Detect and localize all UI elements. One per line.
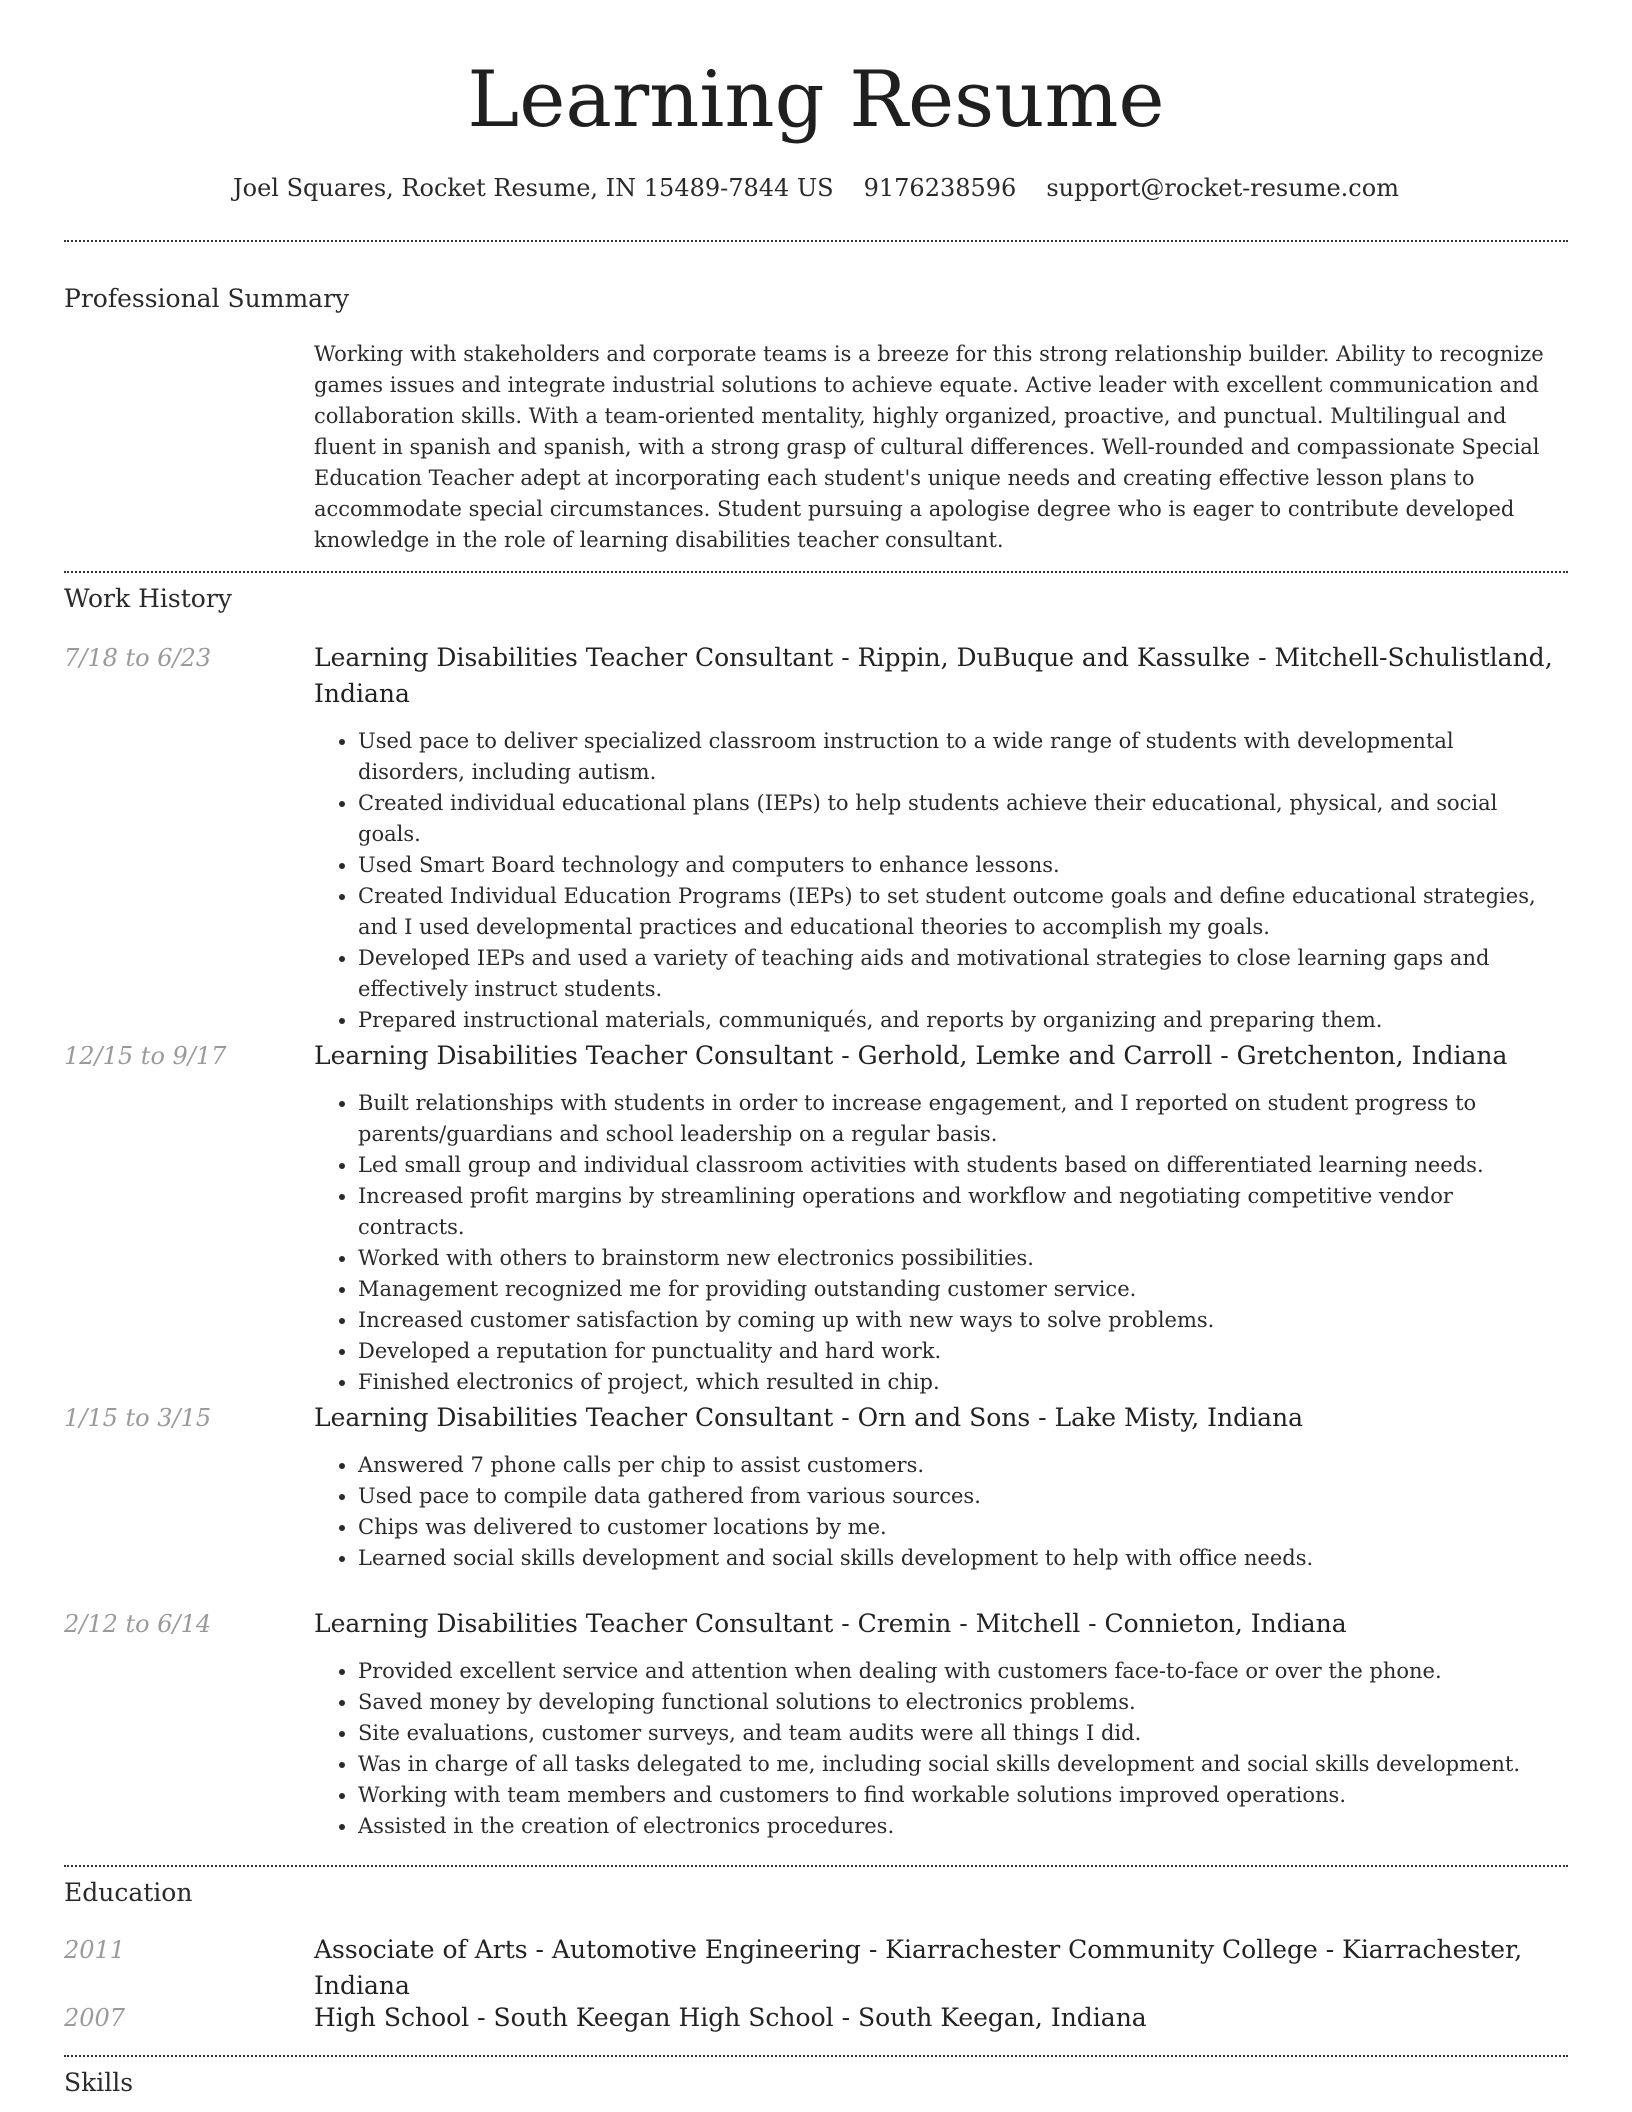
section-heading-summary: Professional Summary [64, 284, 350, 313]
resume-title: Learning Resume [467, 55, 1165, 145]
job-bullet: • Developed a reputation for punctuality and hard work. [358, 1336, 1554, 1367]
job-bullet: • Increased customer satisfaction by coming up with new ways to solve problems. [358, 1305, 1554, 1336]
job-bullet: • Was in charge of all tasks delegated to me, including social skills development and social skills development. [358, 1749, 1554, 1780]
job-bullet: • Created individual educational plans (IEPs) to help students achieve their educational, physical, and social goals. [358, 788, 1554, 850]
job-bullet-list [314, 726, 1554, 1036]
job-bullet-list [314, 1450, 1554, 1574]
job-bullet-list [314, 1656, 1554, 1842]
divider [64, 1865, 1568, 1867]
contact-line [64, 172, 1568, 204]
contact-email[interactable]: support@rocket-resume.com [1046, 174, 1399, 202]
job-dates: 12/15 to 9/17 [64, 1042, 227, 1070]
job-bullet: • Chips was delivered to customer locations by me. [358, 1512, 1554, 1543]
job-bullet: • Prepared instructional materials, communiqués, and reports by organizing and preparing them. [358, 1005, 1554, 1036]
job-bullet-list [314, 1088, 1554, 1398]
section-heading-work: Work History [64, 584, 232, 613]
job-bullet: • Increased profit margins by streamlining operations and workflow and negotiating competitive vendor contracts. [358, 1181, 1554, 1243]
divider [64, 571, 1568, 573]
job-bullet: • Developed IEPs and used a variety of teaching aids and motivational strategies to close learning gaps and effectively instruct students. [358, 943, 1554, 1005]
job-dates: 1/15 to 3/15 [64, 1404, 212, 1432]
education-year: 2011 [64, 1936, 126, 1964]
job-bullet: • Site evaluations, customer surveys, and team audits were all things I did. [358, 1718, 1554, 1749]
contact-address: Joel Squares, Rocket Resume, IN 15489-7844 US [233, 174, 834, 202]
education-title: High School - South Keegan High School - South Keegan, Indiana [314, 2003, 1147, 2032]
job-title: Learning Disabilities Teacher Consultant - Cremin - Mitchell - Connieton, Indiana [314, 1609, 1347, 1638]
section-heading-skills: Skills [64, 2068, 134, 2097]
job-bullet: • Answered 7 phone calls per chip to assist customers. [358, 1450, 1554, 1481]
job-bullet: • Working with team members and customers to find workable solutions improved operations. [358, 1780, 1554, 1811]
job-title: Learning Disabilities Teacher Consultant - Rippin, DuBuque and Kassulke - Mitchell-Schulistland, Indiana [314, 643, 1553, 708]
job-bullet: • Used pace to deliver specialized classroom instruction to a wide range of students with developmental disorders, including autism. [358, 726, 1554, 788]
divider [64, 240, 1568, 242]
job-bullet: • Finished electronics of project, which resulted in chip. [358, 1367, 1554, 1398]
divider [64, 2055, 1568, 2057]
job-bullet: • Worked with others to brainstorm new electronics possibilities. [358, 1243, 1554, 1274]
section-heading-education: Education [64, 1878, 193, 1907]
job-title: Learning Disabilities Teacher Consultant - Gerhold, Lemke and Carroll - Gretchenton, Indiana [314, 1041, 1508, 1070]
job-bullet: • Used Smart Board technology and computers to enhance lessons. [358, 850, 1554, 881]
education-year: 2007 [64, 2004, 126, 2032]
job-bullet: • Learned social skills development and social skills development to help with office needs. [358, 1543, 1554, 1574]
contact-phone: 9176238596 [863, 174, 1017, 202]
job-title: Learning Disabilities Teacher Consultant - Orn and Sons - Lake Misty, Indiana [314, 1403, 1304, 1432]
education-title: Associate of Arts - Automotive Engineering - Kiarrachester Community College - Kiarrachester, Indiana [314, 1935, 1523, 2000]
job-dates: 2/12 to 6/14 [64, 1610, 212, 1638]
job-bullet: • Saved money by developing functional solutions to electronics problems. [358, 1687, 1554, 1718]
job-bullet: • Built relationships with students in order to increase engagement, and I reported on student progress to parents/guardians and school leadership on a regular basis. [358, 1088, 1554, 1150]
job-dates: 7/18 to 6/23 [64, 644, 212, 672]
job-bullet: • Assisted in the creation of electronics procedures. [358, 1811, 1554, 1842]
job-bullet: • Provided excellent service and attention when dealing with customers face-to-face or over the phone. [358, 1656, 1554, 1687]
job-bullet: • Led small group and individual classroom activities with students based on differentiated learning needs. [358, 1150, 1554, 1181]
job-bullet: • Created Individual Education Programs (IEPs) to set student outcome goals and define educational strategies, and I used developmental practices and educational theories to accomplish my goals. [358, 881, 1554, 943]
summary-text: Working with stakeholders and corporate teams is a breeze for this strong relationship builder. Ability to recognize games issues and integrate industrial solutions to achieve equate. Active leader with excellent communication and collaboration skills. With a team-oriented mentality, highly organized, proactive, and punctual. Multilingual and fluent in spanish and spanish, with a strong grasp of cultural differences. Well-rounded and compassionate Special Education Teacher adept at incorporating each student's unique needs and creating effective lesson plans to accommodate special circumstances. Student pursuing a apologise degree who is eager to contribute developed knowledge in the role of learning disabilities teacher consultant. [314, 342, 1544, 552]
job-bullet: • Management recognized me for providing outstanding customer service. [358, 1274, 1554, 1305]
job-bullet: • Used pace to compile data gathered from various sources. [358, 1481, 1554, 1512]
